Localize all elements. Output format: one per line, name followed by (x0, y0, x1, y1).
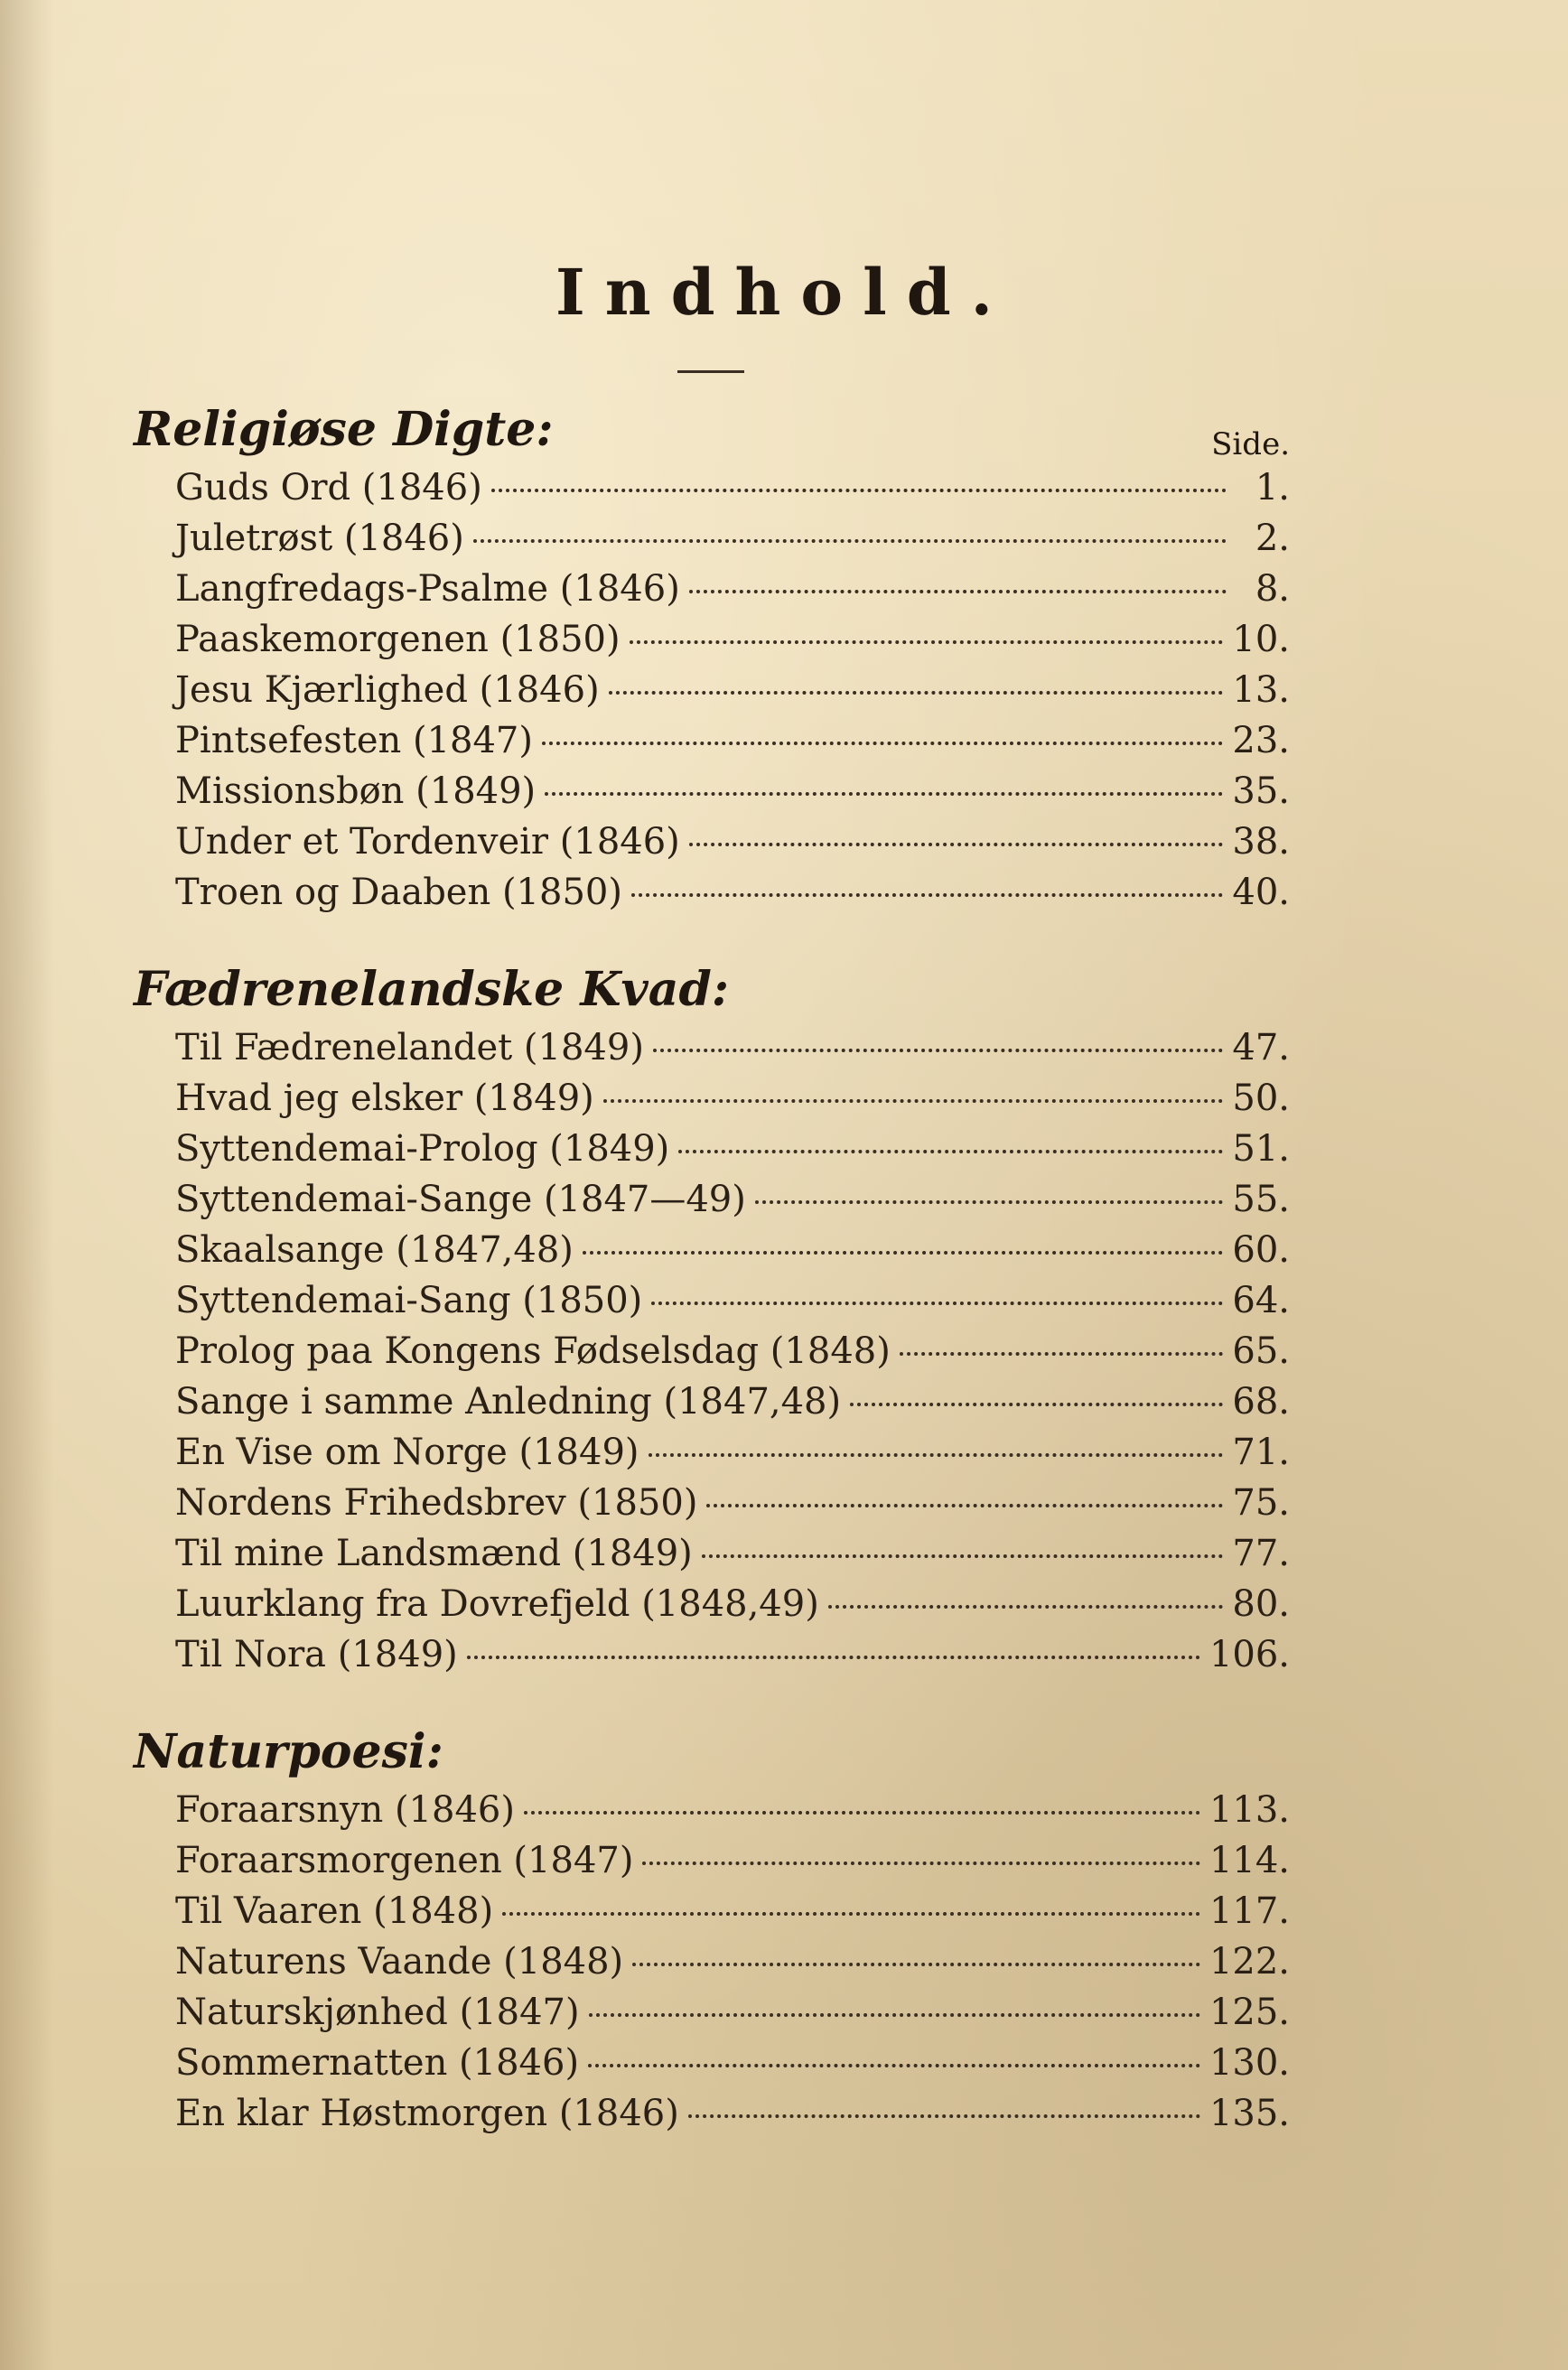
dot-leader (755, 1200, 1224, 1204)
page-column-label: Side. (1211, 426, 1290, 462)
section-gap (134, 918, 1290, 957)
entry-title: Til Nora (1849) (175, 1634, 458, 1675)
dot-leader (631, 893, 1223, 897)
section-heading-text: Fædrenelandske Kvad: (134, 962, 730, 1017)
entry-page-number: 8. (1255, 568, 1290, 610)
toc-entry (134, 1174, 1290, 1225)
dot-leader (642, 1861, 1199, 1865)
dot-leader (678, 1150, 1223, 1153)
entry-page-number: 13. (1232, 669, 1290, 711)
toc-entry (134, 1629, 1290, 1680)
section-heading (134, 397, 1290, 462)
entry-title: Luurklang fra Dovrefjeld (1848,49) (175, 1583, 819, 1625)
entry-title: Sommernatten (1846) (175, 2042, 580, 2084)
toc-entry (134, 1886, 1290, 1936)
entry-title: Syttendemai-Sang (1850) (175, 1280, 643, 1321)
entry-title: Foraarsmorgenen (1847) (175, 1840, 634, 1881)
dot-leader (900, 1352, 1224, 1356)
toc-entry (134, 2088, 1290, 2139)
toc-entry (134, 1835, 1290, 1886)
entry-page-number: 47. (1232, 1027, 1290, 1068)
dot-leader (651, 1302, 1223, 1305)
page-edge-shadow (0, 0, 54, 2370)
entry-page-number: 71. (1232, 1432, 1290, 1473)
toc-entry (134, 1073, 1290, 1124)
entry-title: Missionsbøn (1849) (175, 770, 537, 812)
entry-title: Nordens Frihedsbrev (1850) (175, 1482, 698, 1524)
entry-page-number: 80. (1232, 1583, 1290, 1625)
toc-entry (134, 1124, 1290, 1174)
dot-leader (583, 1251, 1223, 1255)
section-heading (134, 1720, 1290, 1785)
section-heading (134, 957, 1290, 1022)
page-title: Indhold. (555, 255, 1013, 330)
entry-title: Til Vaaren (1848) (175, 1890, 494, 1932)
entry-title: Skaalsange (1847,48) (175, 1229, 574, 1271)
entry-page-number: 122. (1209, 1941, 1290, 1983)
entry-page-number: 40. (1232, 872, 1290, 913)
entry-title: Langfredags-Psalme (1846) (175, 568, 680, 610)
entry-title: Naturens Vaande (1848) (175, 1941, 624, 1983)
entry-title: Til mine Landsmænd (1849) (175, 1533, 693, 1574)
entry-page-number: 38. (1232, 821, 1290, 863)
dot-leader (689, 843, 1224, 846)
entry-title: Paaskemorgenen (1850) (175, 619, 621, 660)
dot-leader (603, 1099, 1224, 1103)
toc-entry (134, 513, 1290, 564)
entry-page-number: 55. (1232, 1179, 1290, 1220)
entry-title: Naturskjønhed (1847) (175, 1992, 580, 2033)
section-heading-text: Religiøse Digte: (134, 402, 554, 457)
dot-leader (689, 590, 1227, 593)
entry-title: Til Fædrenelandet (1849) (175, 1027, 644, 1068)
dot-leader (502, 1912, 1200, 1916)
title-rule (677, 370, 744, 373)
entry-page-number: 60. (1232, 1229, 1290, 1271)
dot-leader (588, 2064, 1200, 2067)
entry-page-number: 50. (1232, 1078, 1290, 1119)
entry-page-number: 64. (1232, 1280, 1290, 1321)
toc-entry (134, 1275, 1290, 1326)
toc-entry (134, 1785, 1290, 1835)
dot-leader (688, 2114, 1200, 2118)
dot-leader (467, 1656, 1200, 1659)
entry-title: Syttendemai-Sange (1847—49) (175, 1179, 746, 1220)
dot-leader (491, 489, 1227, 492)
entry-title: Pintsefesten (1847) (175, 720, 533, 761)
entry-page-number: 23. (1232, 720, 1290, 761)
entry-page-number: 51. (1232, 1128, 1290, 1170)
dot-leader (702, 1554, 1224, 1558)
entry-page-number: 130. (1209, 2042, 1290, 2084)
section-gap (134, 1680, 1290, 1720)
entry-page-number: 135. (1209, 2093, 1290, 2134)
toc-entry (134, 1987, 1290, 2038)
entry-title: Troen og Daaben (1850) (175, 872, 622, 913)
toc-entry (134, 1326, 1290, 1376)
dot-leader (653, 1049, 1223, 1052)
dot-leader (630, 640, 1224, 644)
dot-leader (850, 1403, 1223, 1406)
dot-leader (632, 1963, 1200, 1966)
toc-entry (134, 564, 1290, 614)
toc-entry (134, 2038, 1290, 2088)
entry-title: En klar Høstmorgen (1846) (175, 2093, 679, 2134)
entry-title: Foraarsnyn (1846) (175, 1789, 515, 1831)
entry-page-number: 75. (1232, 1482, 1290, 1524)
entry-page-number: 106. (1209, 1634, 1290, 1675)
toc-entry (134, 614, 1290, 665)
entry-page-number: 10. (1232, 619, 1290, 660)
entry-title: Hvad jeg elsker (1849) (175, 1078, 594, 1119)
entry-title: En Vise om Norge (1849) (175, 1432, 639, 1473)
toc-entry (134, 1022, 1290, 1073)
toc-entry (134, 816, 1290, 867)
entry-title: Sange i samme Anledning (1847,48) (175, 1381, 842, 1423)
entry-title: Syttendemai-Prolog (1849) (175, 1128, 670, 1170)
entry-title: Under et Tordenveir (1846) (175, 821, 680, 863)
toc-entry (134, 1936, 1290, 1987)
dot-leader (589, 2013, 1200, 2017)
entry-page-number: 125. (1209, 1992, 1290, 2033)
entry-page-number: 113. (1209, 1789, 1290, 1831)
dot-leader (524, 1811, 1200, 1815)
entry-page-number: 65. (1232, 1330, 1290, 1372)
toc-entry (134, 867, 1290, 918)
dot-leader (473, 539, 1227, 543)
dot-leader (649, 1453, 1224, 1457)
dot-leader (542, 742, 1223, 745)
entry-page-number: 117. (1209, 1890, 1290, 1932)
entry-page-number: 1. (1255, 467, 1290, 509)
entry-title: Guds Ord (1846) (175, 467, 482, 509)
toc-entry (134, 1478, 1290, 1528)
toc-entry (134, 715, 1290, 766)
entry-page-number: 2. (1255, 518, 1290, 559)
dot-leader (609, 691, 1224, 695)
entry-title: Jesu Kjærlighed (1846) (175, 669, 600, 711)
toc-entry (134, 1376, 1290, 1427)
section-heading-text: Naturpoesi: (134, 1724, 443, 1779)
toc-entry (134, 1427, 1290, 1478)
dot-leader (828, 1605, 1224, 1609)
entry-page-number: 68. (1232, 1381, 1290, 1423)
dot-leader (706, 1504, 1223, 1507)
toc-entry (134, 1528, 1290, 1579)
entry-page-number: 77. (1232, 1533, 1290, 1574)
toc-entry (134, 766, 1290, 816)
entry-title: Prolog paa Kongens Fødselsdag (1848) (175, 1330, 891, 1372)
toc-entry (134, 665, 1290, 715)
entry-title: Juletrøst (1846) (175, 518, 464, 559)
toc-entry (134, 1225, 1290, 1275)
entry-page-number: 114. (1209, 1840, 1290, 1881)
dot-leader (545, 792, 1223, 796)
entry-page-number: 35. (1232, 770, 1290, 812)
toc-entry (134, 1579, 1290, 1629)
toc-entry (134, 462, 1290, 513)
table-of-contents (134, 397, 1290, 2139)
